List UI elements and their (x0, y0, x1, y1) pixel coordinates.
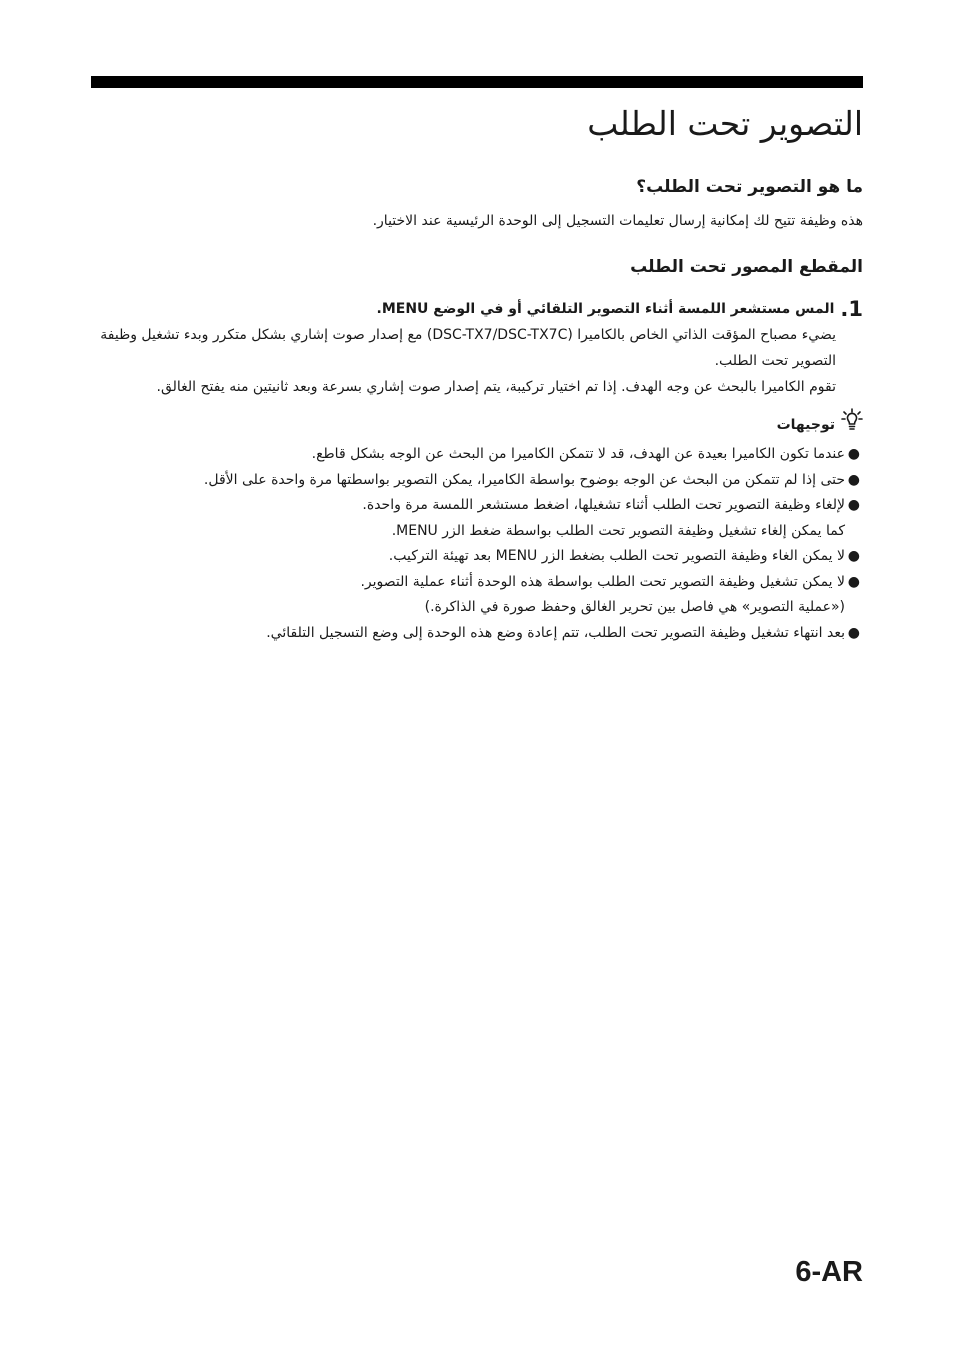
step-instruction: المس مستشعر اللمسة أثناء التصوير التلقائي أو في الوضع MENU. (376, 301, 835, 317)
bullet-icon: ● (847, 497, 860, 513)
tips-header (91, 408, 863, 442)
tip-text: حتى إذا لم تتمكن من البحث عن الوجه بوضوح بواسطة الكاميرا، يمكن التصوير بواسطتها مرة واحدة على الأقل. (203, 471, 845, 488)
tip-item (91, 544, 863, 570)
step-body (91, 322, 836, 400)
page-title: التصوير تحت الطلب (587, 104, 863, 143)
step-1 (91, 296, 863, 400)
page-content (91, 92, 863, 646)
lightbulb-icon (835, 408, 863, 442)
tip-text: لا يمكن الغاء وظيفة التصوير تحت الطلب بضغط الزر MENU بعد تهيئة التركيب. (388, 548, 845, 564)
bullet-icon: ● (847, 624, 860, 641)
what-is-heading: ما هو التصوير تحت الطلب؟ (636, 177, 863, 197)
bullet-icon: ● (847, 548, 860, 564)
top-rule (91, 76, 863, 88)
step-number: 1. (840, 297, 863, 321)
tip-extra: («عملية التصوير» هي فاصل بين تحرير الغالق وحفظ صورة في الذاكرة.) (424, 599, 845, 615)
page-number: 6-AR (795, 1256, 863, 1288)
tip-text: لا يمكن تشغيل وظيفة التصوير تحت الطلب بواسطة هذه الوحدة أثناء عملية التصوير. (360, 573, 845, 590)
bullet-icon: ● (847, 573, 860, 590)
tip-item (91, 493, 863, 544)
tip-text: عندما تكون الكاميرا بعيدة عن الهدف، قد لا تتمكن الكاميرا من البحث عن الوجه بشكل قاطع. (311, 446, 845, 462)
tip-item (91, 570, 863, 621)
step-paragraph: يضيء مصباح المؤقت الذاتي الخاص بالكاميرا (DSC-TX7/DSC-TX7C) مع إصدار صوت إشاري بشكل متكرر وبدء تشغيل وظيفة التصوير تحت الطلب. (100, 327, 836, 369)
bullet-icon: ● (847, 446, 860, 462)
tip-item (91, 468, 863, 494)
tips-list (91, 442, 863, 646)
tip-item (91, 621, 863, 647)
tips-label: توجيهات (776, 417, 835, 433)
tip-extra: كما يمكن إلغاء تشغيل وظيفة التصوير تحت الطلب بواسطة ضغط الزر MENU. (391, 522, 845, 539)
step-header (91, 296, 863, 322)
bullet-icon: ● (847, 471, 860, 488)
tip-text: بعد انتهاء تشغيل وظيفة التصوير تحت الطلب، تتم إعادة وضع هذه الوحدة إلى وضع التسجيل التلقائي. (266, 624, 845, 641)
step-paragraph: تقوم الكاميرا بالبحث عن وجه الهدف. إذا تم اختيار تركيبة، يتم إصدار صوت إشاري بسرعة وبعد ثانيتين منه يفتح الغالق. (156, 379, 836, 395)
tip-item (91, 442, 863, 468)
what-is-body: هذه وظيفة تتيح لك إمكانية إرسال تعليمات التسجيل إلى الوحدة الرئيسية عند الاختيار. (372, 213, 863, 229)
section-heading: المقطع المصور تحت الطلب (630, 257, 863, 277)
tip-text: لإلغاء وظيفة التصوير تحت الطلب أثناء تشغيلها، اضغط مستشعر اللمسة مرة واحدة. (362, 497, 845, 513)
